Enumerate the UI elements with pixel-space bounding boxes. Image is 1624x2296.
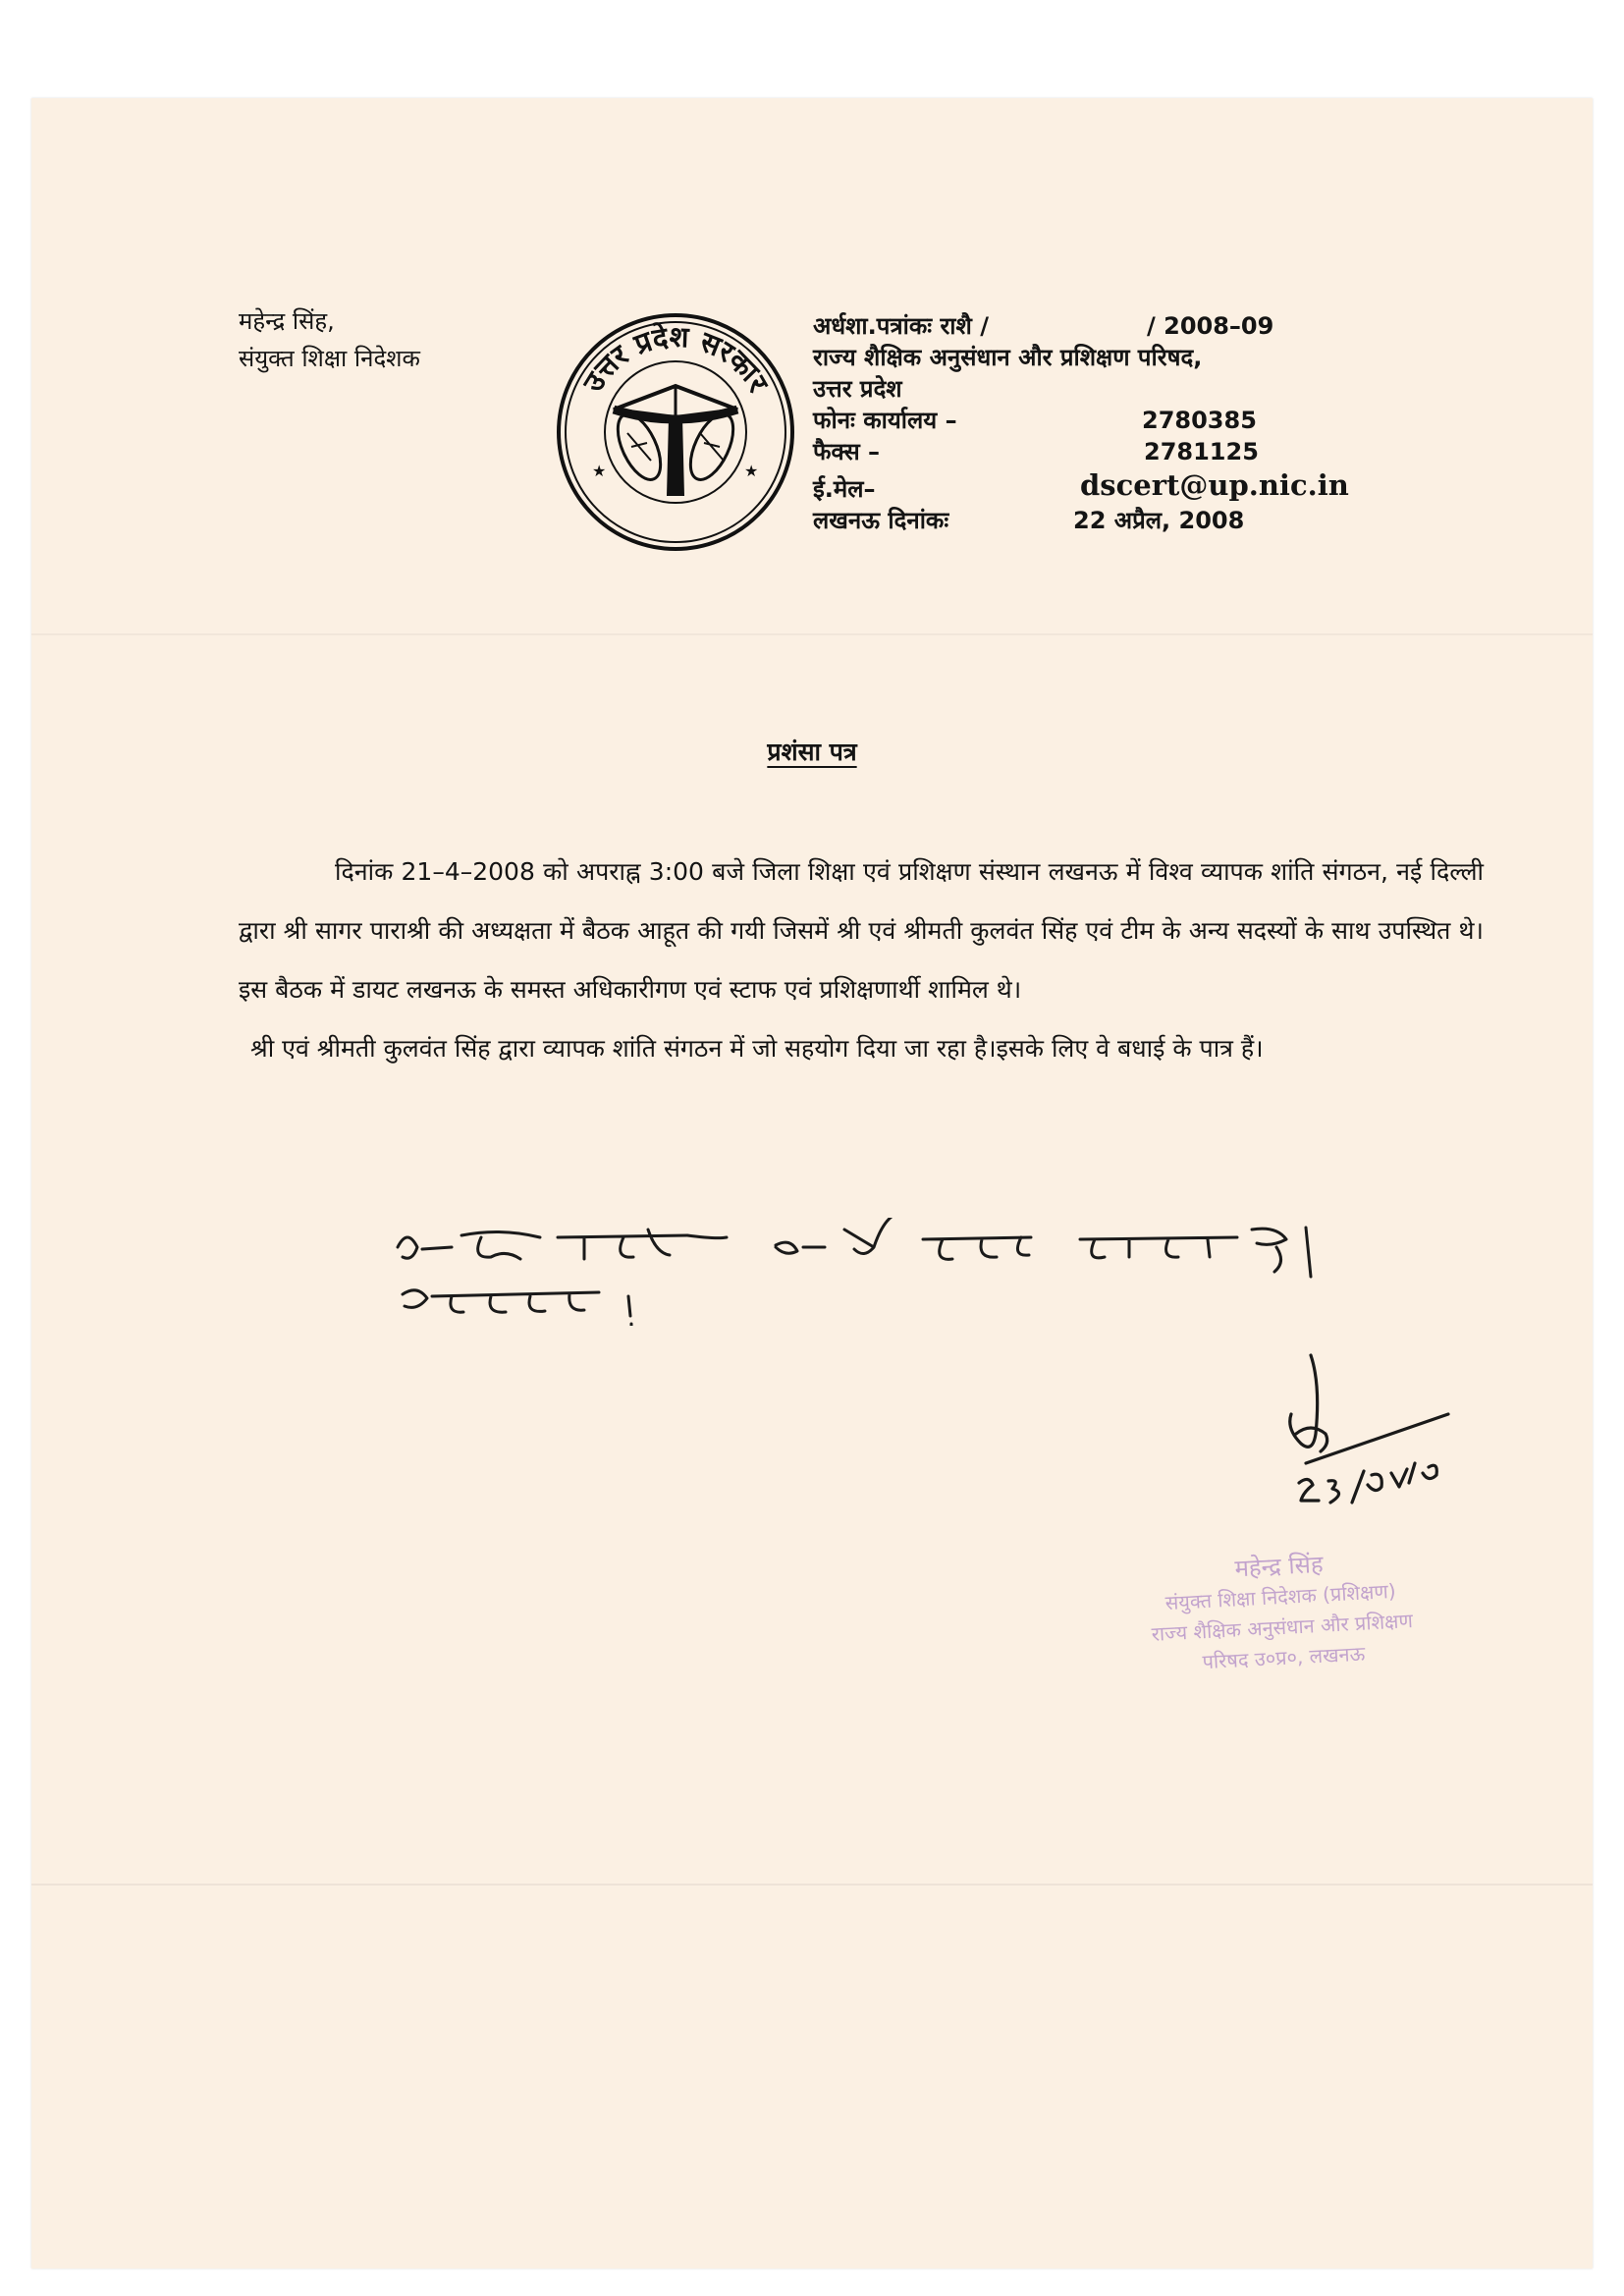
reference-block [813,310,1441,536]
signature-icon [1262,1345,1478,1532]
email-label: ई.मेल– [813,475,876,503]
stamp-place: परिषद उ०प्र०, लखनऊ [1201,1641,1366,1674]
stamp-organisation: राज्य शैक्षिक अनुसंधान और प्रशिक्षण [1151,1609,1414,1646]
stamp-name: महेन्द्र सिंह [1233,1550,1325,1583]
svg-text:★: ★ [744,462,759,480]
handwritten-note-line-2 [403,1290,631,1326]
email-address: dscert@up.nic.in [1080,468,1349,502]
body-paragraph-2: श्री एवं श्रीमती कुलवंत सिंह द्वारा व्यापक शांति संगठन में जो सहयोग दिया जा रहा है।इसके लिए वे बधाई के पात्र हैं। [250,1034,1264,1063]
organisation-line-2: उत्तर प्रदेश [813,375,902,403]
sender-block [239,302,420,377]
letter-title [0,735,1624,768]
official-stamp [1082,1542,1481,1684]
up-government-seal-icon [553,309,798,555]
body-paragraph-1: दिनांक 21–4–2008 को अपराह्न 3:00 बजे जिला शिक्षा एवं प्रशिक्षण संस्थान लखनऊ में विश्व व्यापक शांति संगठन, नई दिल्ली द्वारा श्री सागर पाराश्री की अध्यक्षता में बैठक आहूत की गयी जिसमें श्री एवं श्रीमती कुलवंत सिंह एवं टीम के अन्य सदस्यों के साथ उपस्थित थे। इस बैठक में डायट लखनऊ के समस्त अधिकारीगण एवं स्टाफ एवं प्रशिक्षणार्थी शामिल थे। [239,857,1484,1004]
letter-date: 22 अप्रैल, 2008 [1073,507,1245,534]
letter-number-year: / 2008–09 [1147,312,1274,340]
organisation-line-1: राज्य शैक्षिक अनुसंधान और प्रशिक्षण परिषद, [813,344,1203,371]
fax-label: फैक्स – [813,438,881,465]
sender-name: महेन्द्र सिंह, [239,307,335,335]
sender-designation: संयुक्त शिक्षा निदेशक [239,345,420,372]
date-label: लखनऊ दिनांकः [813,507,949,534]
letter-number-label: अर्धशा.पत्रांकः राशै / [813,312,989,340]
fax-number: 2781125 [1144,438,1259,465]
handwritten-note [393,1218,1375,1326]
phone-number: 2780385 [1142,407,1257,434]
letter-title-text: प्रशंसा पत्र [767,738,857,766]
phone-label: फोनः कार्यालय – [813,407,957,434]
seal-text: उत्तर प्रदेश सरकार [575,319,776,398]
letter-body [239,843,1484,1078]
svg-text:★: ★ [592,462,607,480]
stamp-designation: संयुक्त शिक्षा निदेशक (प्रशिक्षण) [1164,1578,1397,1615]
